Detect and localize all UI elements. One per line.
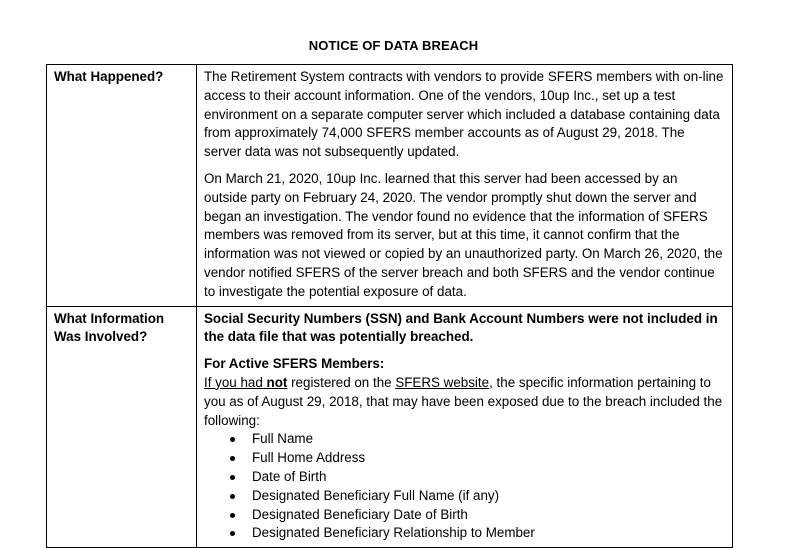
sfers-website-link[interactable]: SFERS website [395, 374, 490, 390]
intro-registered: registered on the [287, 374, 396, 390]
bullet-icon [230, 475, 235, 480]
bullet-icon [230, 456, 235, 461]
active-members-heading: For Active SFERS Members: [204, 356, 385, 372]
list-item: Designated Beneficiary Full Name (if any) [204, 487, 724, 506]
list-item: Designated Beneficiary Date of Birth [204, 506, 724, 525]
list-item: Full Name [204, 430, 724, 449]
list-item: Date of Birth [204, 468, 724, 487]
what-information-row [47, 306, 733, 548]
bullet-icon [230, 513, 235, 518]
list-item: Full Home Address [204, 449, 724, 468]
what-happened-content [197, 65, 733, 307]
what-happened-label: What Happened? [47, 65, 197, 307]
list-item: Designated Beneficiary Relationship to Member [204, 524, 724, 543]
what-happened-row [47, 65, 733, 307]
what-information-label-line-1: What Information [54, 310, 165, 326]
bullet-icon [230, 437, 235, 442]
what-happened-paragraph-2: On March 21, 2020, 10up Inc. learned that this server had been accessed by an outside party on February 24, 2020. The vendor promptly shut down the server and began an investigation. The vendor found no evidence that the information of SFERS members was removed from its server, but at this time, it cannot confirm that the information was not viewed or copied by an unauthorized party. On March 26, 2020, the vendor notified SFERS of the server breach and both SFERS and the vendor continue to investigate the potential exposure of data. [204, 170, 723, 299]
active-members-intro [204, 374, 724, 430]
bullet-icon [230, 494, 235, 499]
intro-if-you-had: If you had [204, 374, 267, 390]
intro-rest: , the specific information pertaining to you as of August 29, 2018, that may have been exposed due to the breach included the following: [204, 374, 723, 428]
what-information-content [197, 306, 733, 548]
ssn-bank-notice: Social Security Numbers (SSN) and Bank Account Numbers were not included in the data file that was potentially breached. [204, 310, 718, 345]
notice-table [46, 64, 733, 548]
what-information-label-line-2: Was Involved? [54, 329, 148, 345]
exposed-info-list [204, 430, 724, 543]
document-title: NOTICE OF DATA BREACH [308, 38, 479, 53]
intro-not: not [266, 374, 288, 390]
what-happened-paragraph-1: The Retirement System contracts with vendors to provide SFERS members with on-line access to their account information. One of the vendors, 10up Inc., set up a test environment on a separate computer server which included a database containing data from approximately 74,000 SFERS member accounts as of August 29, 2018. The server data was not subsequently updated. [204, 69, 724, 160]
what-information-label [47, 306, 197, 548]
